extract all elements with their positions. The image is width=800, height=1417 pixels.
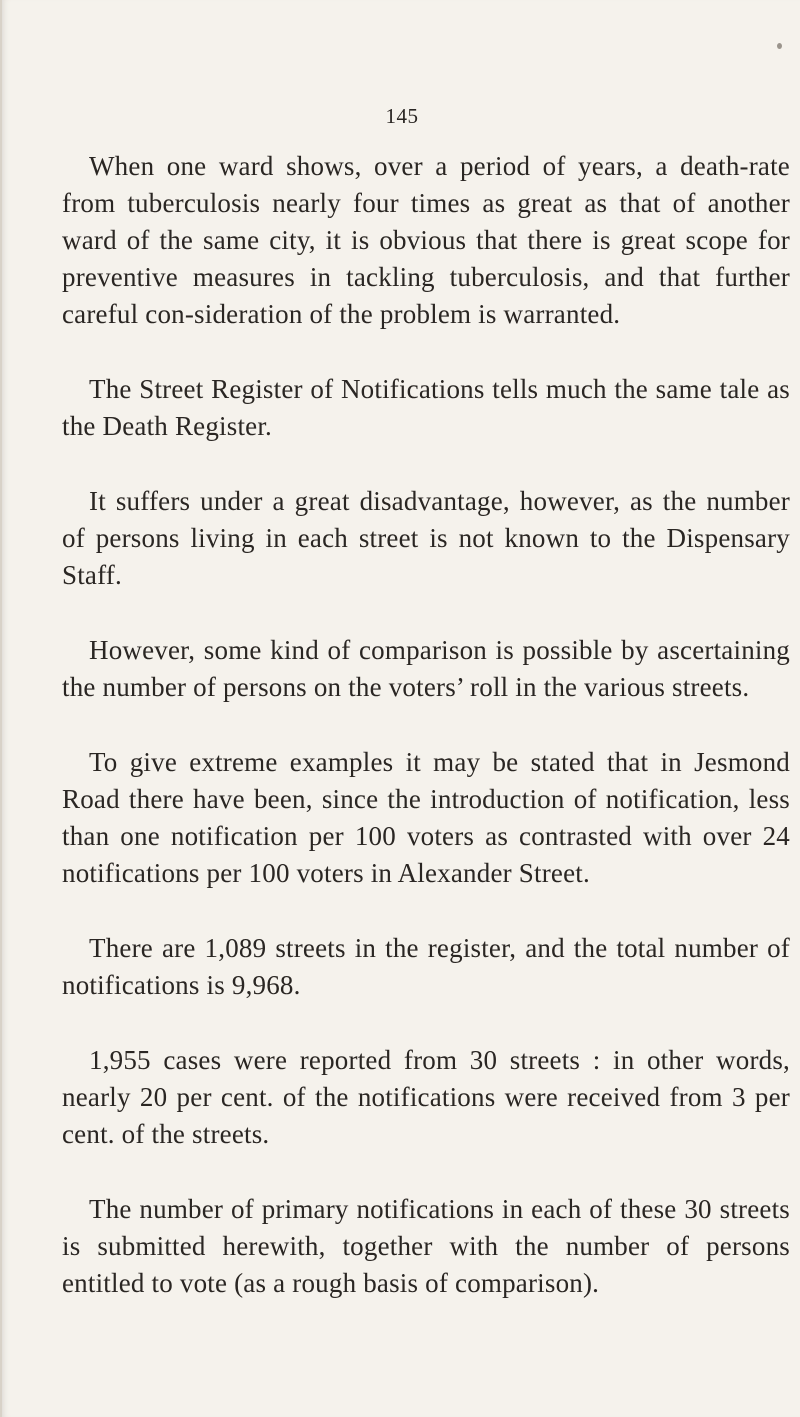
paragraph-disadvantage: It suffers under a great disadvantage, however, as the number of persons living in each street is not known to the Dispensary Staff. bbox=[62, 486, 790, 590]
paragraph-ward-death-rate: When one ward shows, over a period of years, a death-rate from tuberculosis nearly four times as great as that of another ward of the same city, it is obvious that there is great scope for preventive measures in tackling tuberculosis, and that further careful con-sideration of the problem is warranted. bbox=[62, 151, 790, 329]
page-number: 145 bbox=[385, 104, 419, 128]
paragraph-street-totals: There are 1,089 streets in the register, and the total number of notifications is 9,968. bbox=[62, 933, 790, 1000]
paragraph-case-concentration: 1,955 cases were reported from 30 streets : in other words, nearly 20 per cent. of the notifications were received from 3 per cent. of the streets. bbox=[62, 1045, 790, 1149]
ink-speck bbox=[777, 43, 782, 49]
paragraph-street-register: The Street Register of Notifications tells much the same tale as the Death Register. bbox=[62, 374, 790, 441]
paragraph-extreme-examples: To give extreme examples it may be stated that in Jesmond Road there have been, since the introduction of notification, less than one notification per 100 voters as contrasted with over 24 notifications per 100 voters in Alexander Street. bbox=[62, 747, 790, 888]
paragraph-primary-notifications: The number of primary notifications in each of these 30 streets is submitted herewith, together with the number of persons entitled to vote (as a rough basis of comparison). bbox=[62, 1194, 790, 1298]
body-text bbox=[62, 148, 790, 1340]
paragraph-comparison: However, some kind of comparison is possible by ascertaining the number of persons on the voters’ roll in the various streets. bbox=[62, 635, 790, 702]
